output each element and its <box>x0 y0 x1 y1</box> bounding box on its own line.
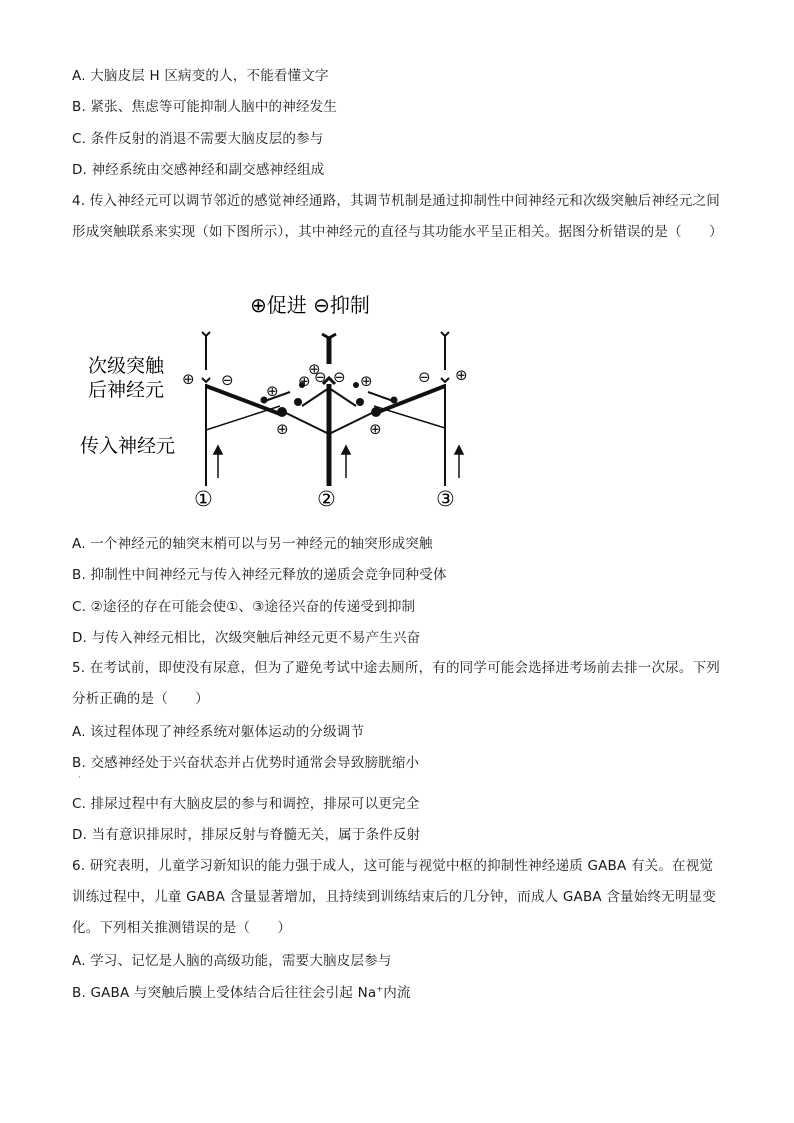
plus-marker: ⊕ <box>276 420 289 438</box>
q6-option-b-suffix: 内流 <box>383 985 411 1001</box>
label-secondary-neuron-1: 次级突触 <box>88 355 165 377</box>
secondary-neuron-middle <box>322 334 336 364</box>
q4-stem: 4. 传入神经元可以调节邻近的感觉神经通路，其调节机制是通过抑制性中间神经元和次级突触后神经元之间形成突触联系来实现（如下图所示），其中神经元的直径与其功能水平呈正相关。据图分析错误的是（ ） <box>72 193 723 240</box>
q4-option-a: A. 一个神经元的轴突末梢可以与另一神经元的轴突形成突触 <box>72 536 433 552</box>
q6-option-b-prefix: B. GABA 与突触后膜上受体结合后往往会引起 Na <box>72 985 377 1001</box>
q5-option-c: C. 排尿过程中有大脑皮层的参与和调控，排尿可以更完全 <box>72 796 420 812</box>
plus-marker: ⊕ <box>266 382 279 400</box>
plus-marker: ⊕ <box>369 420 382 438</box>
q4-option-b: B. 抑制性中间神经元与传入神经元释放的递质会竞争同种受体 <box>72 567 447 583</box>
secondary-neuron-left <box>202 332 210 382</box>
path-label-2: ② <box>317 487 336 511</box>
plus-marker: ⊕ <box>308 360 321 378</box>
q5-option-d: D. 当有意识排尿时，排尿反射与脊髓无关，属于条件反射 <box>72 827 421 843</box>
figure-legend: ⊕促进 ⊖抑制 <box>250 293 370 317</box>
q6-option-a: A. 学习、记忆是人脑的高级功能，需要大脑皮层参与 <box>72 953 392 969</box>
q3-option-a: A. 大脑皮层 H 区病变的人，不能看懂文字 <box>72 68 329 84</box>
q4-option-d: D. 与传入神经元相比，次级突触后神经元更不易产生兴奋 <box>72 630 421 646</box>
input-arrows <box>214 446 463 478</box>
label-secondary-neuron-2: 后神经元 <box>88 379 165 401</box>
minus-marker: ⊖ <box>418 368 431 386</box>
minus-marker: ⊖ <box>221 371 234 389</box>
q6-stem: 6. 研究表明，儿童学习新知识的能力强于成人，这可能与视觉中枢的抑制性神经递质 GABA 有关。在视觉训练过程中，儿童 GABA 含量显著增加，且持续到训练结束后的几分钟，而成人 GABA 含量始终无明显变化。下列相关推测错误的是（ ） <box>72 858 716 936</box>
collateral-branches <box>206 386 445 434</box>
secondary-neuron-right <box>441 332 449 382</box>
plus-marker: ⊕ <box>182 370 195 388</box>
plus-marker: ⊕ <box>360 372 373 390</box>
path-label-1: ① <box>194 487 213 511</box>
minus-marker: ⊖ <box>314 368 327 386</box>
neuron-diagram <box>70 288 500 518</box>
q3-option-d: D. 神经系统由交感神经和副交感神经组成 <box>72 162 325 178</box>
plus-marker: ⊕ <box>298 372 311 390</box>
q5-stem: 5. 在考试前，即使没有尿意，但为了避免考试中途去厕所，有的同学可能会选择进考场前去排一次尿。下列分析正确的是（ ） <box>72 660 720 707</box>
q6-option-b <box>72 984 411 1002</box>
sodium-ion-charge: + <box>376 984 384 994</box>
q3-option-b: B. 紧张、焦虑等可能抑制人脑中的神经发生 <box>72 99 338 115</box>
stray-mark: · <box>78 773 81 782</box>
plus-marker: ⊕ <box>455 366 468 384</box>
path-label-3: ③ <box>436 487 455 511</box>
minus-marker: ⊖ <box>333 368 346 386</box>
q4-option-c: C. ②途径的存在可能会使①、③途径兴奋的传递受到抑制 <box>72 599 416 615</box>
neural-pathway-figure <box>70 288 500 518</box>
q3-option-c: C. 条件反射的消退不需要大脑皮层的参与 <box>72 131 324 147</box>
q5-option-b: B. 交感神经处于兴奋状态并占优势时通常会导致膀胱缩小 <box>72 755 420 771</box>
label-afferent-neuron: 传入神经元 <box>80 435 176 457</box>
q5-option-a: A. 该过程体现了神经系统对躯体运动的分级调节 <box>72 724 365 740</box>
